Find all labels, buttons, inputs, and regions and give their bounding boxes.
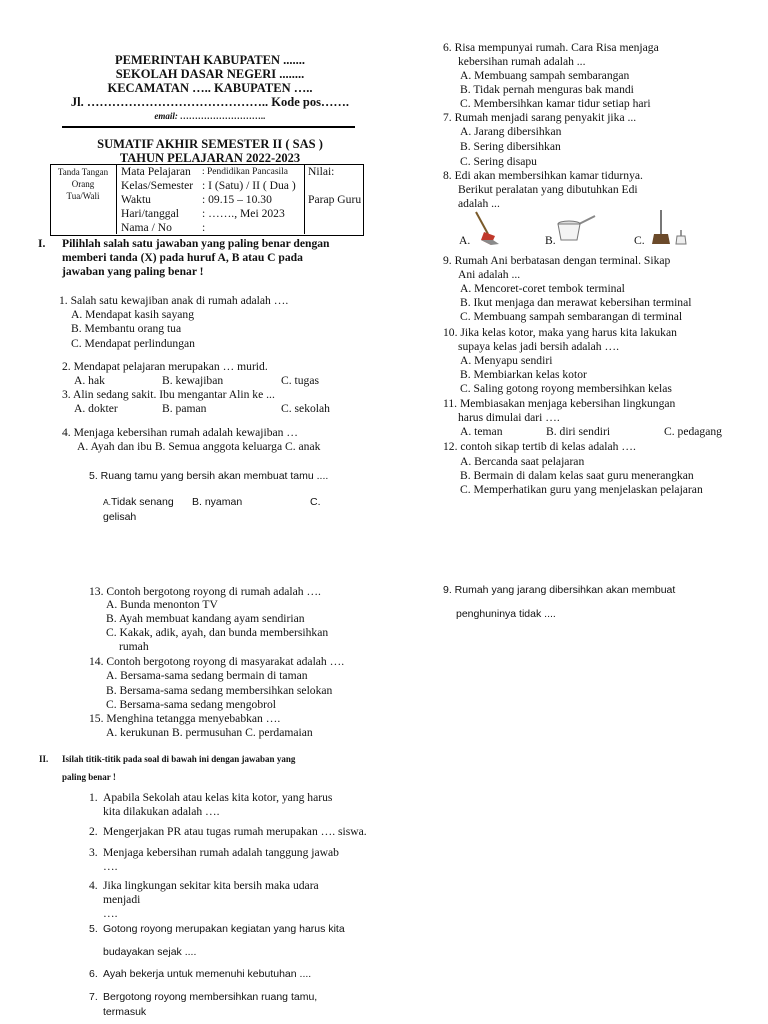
header-divider [62,126,355,128]
essay-4-number: 4. [89,879,98,892]
q8-option-a: A. [459,234,471,247]
q5-option-b: B. nyaman [192,496,243,508]
header-address: Jl. …………………………………….. Kode pos……. [70,95,350,109]
subject-value: : Pendidikan Pancasila [202,167,289,177]
essay-6-number: 6. [89,968,98,980]
header-email: email: ……………………….. [154,111,266,121]
question-11: 11. Membiasakan menjaga kebersihan lingkungan [443,397,676,410]
q3-option-a: A. dokter [74,402,118,415]
q2-option-a: A. hak [74,374,105,387]
q2-option-b: B. kewajiban [162,374,224,387]
essay-5: Gotong royong merupakan kegiatan yang harus kita [103,923,345,935]
info-divider-2 [304,164,305,234]
signature-label: Tanda Tangan Orang Tua/Wali [57,167,109,201]
essay-4-cont: menjadi [103,893,141,906]
question-1: 1. Salah satu kewajiban anak di rumah adalah …. [59,294,289,307]
exam-year: TAHUN PELAJARAN 2022-2023 [119,151,301,165]
question-15: 15. Menghina tetangga menyebabkan …. [89,712,281,725]
essay-4: Jika lingkungan sekitar kita bersih maka udara [103,879,319,892]
question-11-cont: harus dimulai dari …. [458,411,560,424]
q14-option-b: B. Bersama-sama sedang membersihkan selokan [106,684,333,697]
q7-option-b: B. Sering dibersihkan [460,140,561,153]
q4-options: A. Ayah dan ibu B. Semua anggota keluarga C. anak [77,440,321,453]
essay-9-cont: penghuninya tidak .... [456,608,556,620]
question-3: 3. Alin sedang sakit. Ibu mengantar Alin ke ... [62,388,275,401]
q12-option-b: B. Bermain di dalam kelas saat guru menerangkan [460,469,694,482]
q9-option-c: C. Membuang sampah sembarangan di terminal [460,310,683,323]
header-line-2: SEKOLAH DASAR NEGERI ........ [115,67,305,81]
subject-label: Mata Pelajaran [121,165,191,178]
essay-7-cont: termasuk [103,1006,147,1018]
header-line-1: PEMERINTAH KABUPATEN ....... [115,53,305,67]
essay-2-number: 2. [89,825,98,838]
q12-option-c: C. Memperhatikan guru yang menjelaskan pelajaran [460,483,703,496]
question-4: 4. Menjaga kebersihan rumah adalah kewajiban … [62,426,298,439]
q9-option-a: A. Mencoret-coret tembok terminal [460,282,625,295]
q15-options: A. kerukunan B. permusuhan C. perdamaian [106,726,313,739]
q7-option-a: A. Jarang dibersihkan [460,125,562,138]
broom-icon [649,208,689,246]
section-2-instruction-cont: paling benar ! [62,772,116,782]
essay-5-cont: budayakan sejak .... [103,946,197,958]
question-13: 13. Contoh bergotong royong di rumah adalah …. [89,585,321,598]
essay-3-cont: …. [103,860,118,873]
q13-option-c: C. Kakak, adik, ayah, dan bunda membersihkan [106,626,329,639]
essay-2: Mengerjakan PR atau tugas rumah merupakan …. siswa. [103,825,367,838]
section-2-instruction: Isilah titik-titik pada soal di bawah ini dengan jawaban yang [62,754,296,764]
class-label: Kelas/Semester [121,179,194,192]
q11-option-c: C. pedagang [664,425,722,438]
essay-3-number: 3. [89,846,98,859]
question-10-cont: supaya kelas jadi bersih adalah …. [458,340,619,353]
q14-option-a: A. Bersama-sama sedang bermain di taman [106,669,308,682]
question-6: 6. Risa mempunyai rumah. Cara Risa menjaga [443,41,659,54]
section-1-instruction: Pilihlah salah satu jawaban yang paling benar dengan memberi tanda (X) pada huruf A, B atau C pada jawaban yang paling benar ! [62,237,330,278]
question-8-cont-2: adalah ... [458,197,500,210]
q6-option-a: A. Membuang sampah sembarangan [460,69,630,82]
question-8: 8. Edi akan membersihkan kamar tidurnya. [443,169,643,182]
q1-option-a: A. Mendapat kasih sayang [71,308,194,321]
q7-option-c: C. Sering disapu [460,155,537,168]
essay-9: 9. Rumah yang jarang dibersihkan akan membuat [443,584,676,596]
q9-option-b: B. Ikut menjaga dan merawat kebersihan terminal [460,296,692,309]
essay-1: Apabila Sekolah atau kelas kita kotor, yang harus [103,791,333,804]
section-1-number: I. [38,237,46,250]
q13-option-b: B. Ayah membuat kandang ayam sendirian [106,612,305,625]
q5-option-a: A.Tidak senang [103,496,174,508]
essay-3: Menjaga kebersihan rumah adalah tanggung jawab [103,846,339,859]
score-label: Nilai: [308,165,335,178]
question-6-cont: kebersihan rumah adalah ... [458,55,586,68]
info-divider-1 [116,164,117,234]
essay-7-number: 7. [89,991,98,1003]
q5-option-c-text: gelisah [103,511,137,523]
question-10: 10. Jika kelas kotor, maka yang harus kita lakukan [443,326,677,339]
q10-option-a: A. Menyapu sendiri [460,354,553,367]
q1-option-b: B. Membantu orang tua [71,322,182,335]
q6-option-c: C. Membersihkan kamar tidur setiap hari [460,97,651,110]
q13-option-c-cont: rumah [119,640,149,653]
date-label: Hari/tanggal [121,207,179,220]
q14-option-c: C. Bersama-sama sedang mengobrol [106,698,276,711]
essay-4-cont-2: …. [103,907,118,920]
essay-1-cont: kita dilakukan adalah …. [103,805,220,818]
shovel-icon [471,210,501,246]
info-values [202,165,296,235]
q8-option-c: C. [634,234,645,247]
q8-option-b: B. [545,234,556,247]
question-7: 7. Rumah menjadi sarang penyakit jika ... [443,111,637,124]
exam-title: SUMATIF AKHIR SEMESTER II ( SAS ) [97,137,323,151]
q10-option-c: C. Saling gotong royong membersihkan kelas [460,382,672,395]
class-value: : I (Satu) / II ( Dua ) [202,179,296,192]
question-12: 12. contoh sikap tertib di kelas adalah …. [443,440,636,453]
q1-option-c: C. Mendapat perlindungan [71,337,195,350]
question-8-cont: Berikut peralatan yang dibutuhkan Edi [458,183,638,196]
q11-option-b: B. diri sendiri [546,425,611,438]
time-value: : 09.15 – 10.30 [202,193,272,206]
dustpan-icon [557,214,597,244]
section-2-number: II. [39,754,49,764]
question-5: 5. Ruang tamu yang bersih akan membuat tamu .... [89,470,329,482]
essay-7: Bergotong royong membersihkan ruang tamu, [103,991,318,1003]
q3-option-c: C. sekolah [281,402,330,415]
q6-option-b: B. Tidak pernah menguras bak mandi [460,83,634,96]
q2-option-c: C. tugas [281,374,320,387]
header-line-3: KECAMATAN ….. KABUPATEN ….. [107,81,313,95]
question-9: 9. Rumah Ani berbatasan dengan terminal. Sikap [443,254,671,267]
time-label: Waktu [121,193,151,206]
q13-option-a: A. Bunda menonton TV [106,598,218,611]
question-14: 14. Contoh bergotong royong di masyarakat adalah …. [89,655,345,668]
essay-1-number: 1. [89,791,98,804]
date-value: : ……., Mei 2023 [202,207,285,220]
name-label: Nama / No [121,221,172,234]
essay-5-number: 5. [89,923,98,935]
q5-option-c: C. [310,496,321,508]
info-labels [121,165,193,235]
q12-option-a: A. Bercanda saat pelajaran [460,455,585,468]
q10-option-b: B. Membiarkan kelas kotor [460,368,587,381]
q3-option-b: B. paman [162,402,207,415]
teacher-initial-label: Parap Guru [308,193,362,206]
essay-6: Ayah bekerja untuk memenuhi kebutuhan .... [103,968,312,980]
question-9-cont: Ani adalah ... [458,268,521,281]
question-2: 2. Mendapat pelajaran merupakan … murid. [62,360,268,373]
name-value: : [202,221,206,234]
q11-option-a: A. teman [460,425,503,438]
